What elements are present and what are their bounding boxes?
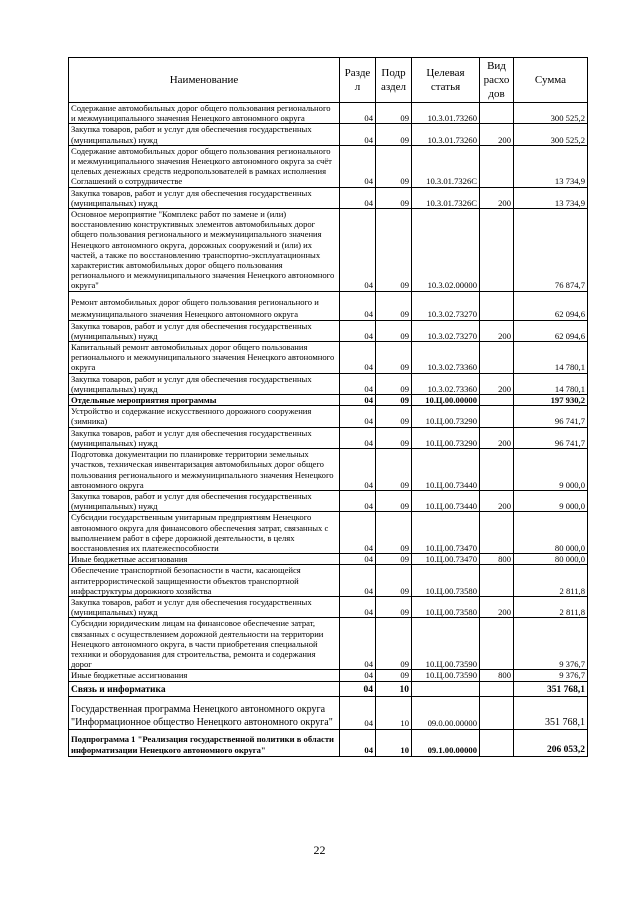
row-sum: 9 000,0 <box>514 449 588 491</box>
row-podrazdel: 09 <box>376 103 412 124</box>
row-target-article: 10.Ц.00.73290 <box>412 427 480 448</box>
row-podrazdel: 09 <box>376 406 412 427</box>
row-expense-type <box>480 406 514 427</box>
table-row <box>69 209 588 292</box>
row-name: Субсидии юридическим лицам на финансовое обеспечение затрат, связанных с осуществлением дорожной деятельности на территории Ненецкого автономного округа, в части приобретения специальной техники и оборудования для строительства, ремонта и содержания дорог <box>69 618 340 670</box>
table-row <box>69 670 588 681</box>
header-razdel: Разде л <box>340 58 376 103</box>
row-name: Иные бюджетные ассигнования <box>69 554 340 565</box>
row-razdel: 04 <box>340 512 376 554</box>
row-sum: 76 874,7 <box>514 209 588 292</box>
row-sum: 14 780,1 <box>514 342 588 374</box>
table-row-subtotal <box>69 395 588 406</box>
row-name: Отдельные мероприятия программы <box>69 395 340 406</box>
row-target-article: 10.3.01.7326С <box>412 187 480 208</box>
row-podrazdel: 09 <box>376 373 412 394</box>
row-expense-type <box>480 729 514 756</box>
row-podrazdel: 09 <box>376 490 412 511</box>
row-name: Содержание автомобильных дорог общего пользования регионального и межмуниципального значения Ненецкого автономного округа <box>69 103 340 124</box>
row-podrazdel: 09 <box>376 512 412 554</box>
row-name: Капитальный ремонт автомобильных дорог общего пользования регионального и межмуниципального значения Ненецкого автономного округа <box>69 342 340 374</box>
row-target-article: 09.0.00.00000 <box>412 696 480 729</box>
row-sum: 351 768,1 <box>514 696 588 729</box>
row-sum: 13 734,9 <box>514 145 588 187</box>
row-podrazdel: 10 <box>376 729 412 756</box>
row-target-article: 10.Ц.00.73290 <box>412 406 480 427</box>
row-podrazdel: 09 <box>376 342 412 374</box>
row-sum: 300 525,2 <box>514 103 588 124</box>
row-sum: 206 053,2 <box>514 729 588 756</box>
row-podrazdel: 09 <box>376 395 412 406</box>
header-expense-type: Вид расхо дов <box>480 58 514 103</box>
row-sum: 14 780,1 <box>514 373 588 394</box>
row-name: Иные бюджетные ассигнования <box>69 670 340 681</box>
row-sum: 9 376,7 <box>514 670 588 681</box>
row-target-article <box>412 681 480 696</box>
row-expense-type <box>480 618 514 670</box>
row-name: Устройство и содержание искусственного дорожного сооружения (зимника) <box>69 406 340 427</box>
table-row <box>69 554 588 565</box>
row-name: Подпрограмма 1 "Реализация государственной политики в области информатизации Ненецкого автономного округа" <box>69 729 340 756</box>
row-expense-type: 200 <box>480 427 514 448</box>
row-expense-type <box>480 342 514 374</box>
row-target-article: 10.3.02.73270 <box>412 320 480 341</box>
row-expense-type <box>480 395 514 406</box>
row-target-article: 10.3.01.7326С <box>412 145 480 187</box>
row-razdel: 04 <box>340 291 376 320</box>
row-expense-type: 200 <box>480 320 514 341</box>
row-target-article: 10.Ц.00.73470 <box>412 512 480 554</box>
table-row <box>69 427 588 448</box>
row-name: Обеспечение транспортной безопасности в части, касающейся антитеррористической защищенности объектов транспортной инфраструктуры дорожного хозяйства <box>69 565 340 597</box>
row-expense-type <box>480 696 514 729</box>
row-expense-type <box>480 103 514 124</box>
table-row <box>69 618 588 670</box>
row-expense-type <box>480 291 514 320</box>
row-name: Закупка товаров, работ и услуг для обеспечения государственных (муниципальных) нужд <box>69 427 340 448</box>
row-name: Подготовка документации по планировке территории земельных участков, техническая инвентаризация автомобильных дорог общего пользования регионального и межмуниципального значения Ненецкого автономного округа <box>69 449 340 491</box>
table-row <box>69 187 588 208</box>
table-row <box>69 596 588 617</box>
table-row-subprogram <box>69 729 588 756</box>
header-target-article: Целевая статья <box>412 58 480 103</box>
row-podrazdel: 09 <box>376 670 412 681</box>
row-expense-type <box>480 565 514 597</box>
row-sum: 13 734,9 <box>514 187 588 208</box>
table-row <box>69 103 588 124</box>
table-header-row <box>69 58 588 103</box>
table-row <box>69 406 588 427</box>
row-expense-type: 200 <box>480 187 514 208</box>
row-sum: 96 741,7 <box>514 427 588 448</box>
row-expense-type <box>480 449 514 491</box>
row-razdel: 04 <box>340 670 376 681</box>
row-razdel: 04 <box>340 395 376 406</box>
row-razdel: 04 <box>340 449 376 491</box>
row-sum: 2 811,8 <box>514 565 588 597</box>
row-podrazdel: 10 <box>376 681 412 696</box>
row-target-article: 10.3.02.73270 <box>412 291 480 320</box>
row-name: Закупка товаров, работ и услуг для обеспечения государственных (муниципальных) нужд <box>69 320 340 341</box>
row-razdel: 04 <box>340 187 376 208</box>
row-razdel: 04 <box>340 124 376 145</box>
row-target-article: 10.Ц.00.73580 <box>412 596 480 617</box>
row-podrazdel: 09 <box>376 565 412 597</box>
row-name: Ремонт автомобильных дорог общего пользования регионального и межмуниципального значения Ненецкого автономного округа <box>69 291 340 320</box>
row-expense-type: 200 <box>480 490 514 511</box>
row-razdel: 04 <box>340 490 376 511</box>
row-expense-type: 200 <box>480 124 514 145</box>
row-razdel: 04 <box>340 406 376 427</box>
header-podrazdel: Подр аздел <box>376 58 412 103</box>
header-name: Наименование <box>69 58 340 103</box>
row-target-article: 10.3.01.73260 <box>412 103 480 124</box>
row-name: Основное мероприятие "Комплекс работ по замене и (или) восстановлению конструктивных элементов автомобильных дорог общего пользования регионального и межмуниципального значения Ненецкого автономного округа, дорожных сооружений и (или) их частей, а также по восстановлению транспортно-эксплуатационных характеристик автомобильных дорог общего пользования регионального и межмуниципального значения Ненецкого автономного округа" <box>69 209 340 292</box>
row-name: Закупка товаров, работ и услуг для обеспечения государственных (муниципальных) нужд <box>69 373 340 394</box>
row-name: Закупка товаров, работ и услуг для обеспечения государственных (муниципальных) нужд <box>69 187 340 208</box>
row-sum: 197 930,2 <box>514 395 588 406</box>
row-razdel: 04 <box>340 618 376 670</box>
row-podrazdel: 09 <box>376 145 412 187</box>
row-podrazdel: 09 <box>376 596 412 617</box>
row-sum: 62 094,6 <box>514 320 588 341</box>
row-target-article: 10.3.02.73360 <box>412 373 480 394</box>
table-row <box>69 696 588 729</box>
row-name: Субсидии государственным унитарным предприятиям Ненецкого автономного округа для финансового обеспечения затрат, связанных с выполнением работ в сфере дорожной деятельности, в целях восстановления их платежеспособности <box>69 512 340 554</box>
row-razdel: 04 <box>340 427 376 448</box>
row-name: Закупка товаров, работ и услуг для обеспечения государственных (муниципальных) нужд <box>69 124 340 145</box>
row-podrazdel: 09 <box>376 554 412 565</box>
row-name: Закупка товаров, работ и услуг для обеспечения государственных (муниципальных) нужд <box>69 490 340 511</box>
row-podrazdel: 09 <box>376 187 412 208</box>
row-target-article: 10.3.01.73260 <box>412 124 480 145</box>
row-target-article: 10.3.02.73360 <box>412 342 480 374</box>
row-expense-type <box>480 145 514 187</box>
table-row <box>69 373 588 394</box>
row-razdel: 04 <box>340 342 376 374</box>
row-sum: 80 000,0 <box>514 554 588 565</box>
row-name: Государственная программа Ненецкого автономного округа "Информационное общество Ненецкого автономного округа" <box>69 696 340 729</box>
row-sum: 62 094,6 <box>514 291 588 320</box>
row-podrazdel: 09 <box>376 124 412 145</box>
row-target-article: 10.Ц.00.73440 <box>412 449 480 491</box>
header-sum: Сумма <box>514 58 588 103</box>
row-expense-type: 200 <box>480 596 514 617</box>
row-target-article: 10.Ц.00.73580 <box>412 565 480 597</box>
row-razdel: 04 <box>340 729 376 756</box>
row-target-article: 10.Ц.00.00000 <box>412 395 480 406</box>
row-sum: 2 811,8 <box>514 596 588 617</box>
table-row <box>69 124 588 145</box>
row-razdel: 04 <box>340 209 376 292</box>
row-razdel: 04 <box>340 103 376 124</box>
page-number: 22 <box>313 843 326 857</box>
row-sum: 300 525,2 <box>514 124 588 145</box>
row-expense-type <box>480 512 514 554</box>
row-podrazdel: 09 <box>376 291 412 320</box>
row-razdel: 04 <box>340 145 376 187</box>
row-razdel: 04 <box>340 554 376 565</box>
table-row <box>69 320 588 341</box>
row-name: Закупка товаров, работ и услуг для обеспечения государственных (муниципальных) нужд <box>69 596 340 617</box>
row-target-article: 09.1.00.00000 <box>412 729 480 756</box>
row-razdel: 04 <box>340 565 376 597</box>
row-target-article: 10.Ц.00.73590 <box>412 670 480 681</box>
table-row-section <box>69 681 588 696</box>
row-podrazdel: 09 <box>376 320 412 341</box>
row-podrazdel: 09 <box>376 449 412 491</box>
row-expense-type: 800 <box>480 554 514 565</box>
row-expense-type <box>480 681 514 696</box>
row-name: Содержание автомобильных дорог общего пользования регионального и межмуниципального значения Ненецкого автономного округа за счёт целевых денежных средств недропользователей в рамках исполнения Соглашений о сотрудничестве <box>69 145 340 187</box>
table-row <box>69 490 588 511</box>
row-podrazdel: 09 <box>376 427 412 448</box>
row-razdel: 04 <box>340 373 376 394</box>
row-expense-type: 200 <box>480 373 514 394</box>
row-name: Связь и информатика <box>69 681 340 696</box>
table-row <box>69 449 588 491</box>
table-row <box>69 291 588 320</box>
row-sum: 80 000,0 <box>514 512 588 554</box>
row-expense-type <box>480 209 514 292</box>
budget-table <box>68 57 588 757</box>
row-expense-type: 800 <box>480 670 514 681</box>
row-razdel: 04 <box>340 681 376 696</box>
row-podrazdel: 10 <box>376 696 412 729</box>
row-target-article: 10.Ц.00.73440 <box>412 490 480 511</box>
table-row <box>69 342 588 374</box>
row-sum: 351 768,1 <box>514 681 588 696</box>
row-target-article: 10.Ц.00.73470 <box>412 554 480 565</box>
row-target-article: 10.Ц.00.73590 <box>412 618 480 670</box>
row-podrazdel: 09 <box>376 618 412 670</box>
row-razdel: 04 <box>340 320 376 341</box>
table-row <box>69 565 588 597</box>
row-razdel: 04 <box>340 696 376 729</box>
row-sum: 9 376,7 <box>514 618 588 670</box>
table-row <box>69 145 588 187</box>
table-row <box>69 512 588 554</box>
row-razdel: 04 <box>340 596 376 617</box>
row-sum: 9 000,0 <box>514 490 588 511</box>
row-sum: 96 741,7 <box>514 406 588 427</box>
row-podrazdel: 09 <box>376 209 412 292</box>
row-target-article: 10.3.02.00000 <box>412 209 480 292</box>
